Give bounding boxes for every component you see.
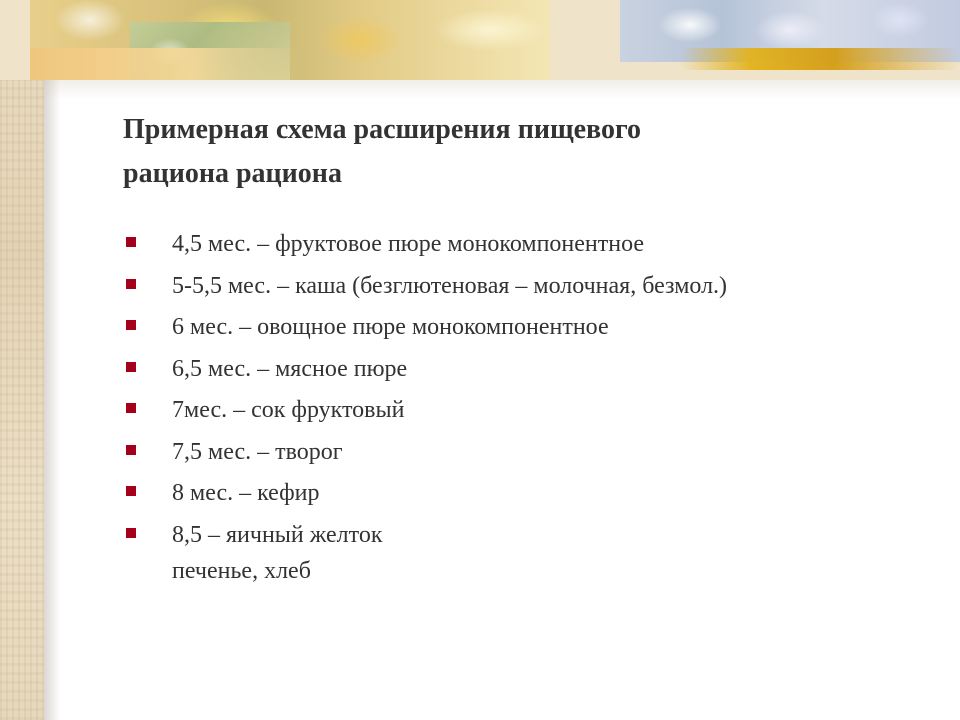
list-item: [123, 390, 943, 432]
strip-shadow: [44, 80, 60, 720]
banner-shadow: [44, 80, 960, 100]
list-item-text: 7,5 мес. – творог: [172, 438, 343, 465]
list-item: [123, 515, 943, 557]
square-bullet-icon: [126, 279, 136, 289]
decorative-banner: [0, 0, 960, 80]
list-item: [123, 349, 943, 391]
slide-title: [123, 108, 903, 196]
list-item-text: 7мес. – сок фруктовый: [172, 397, 405, 423]
list-item: [123, 224, 943, 266]
list-item: [123, 307, 943, 349]
list-continuation: печенье, хлеб: [172, 558, 311, 584]
list-item-text: 8 мес. – кефир: [172, 480, 320, 506]
square-bullet-icon: [126, 237, 136, 247]
list-item: [123, 473, 943, 515]
list-item-text: 6 мес. – овощное пюре монокомпонентное: [172, 314, 609, 340]
list-item: [123, 432, 943, 474]
parchment-strip: [0, 0, 44, 720]
list-item-text: 6,5 мес. – мясное пюре: [172, 355, 408, 382]
square-bullet-icon: [126, 528, 136, 538]
title-line-2: рациона рациона: [123, 158, 342, 189]
list-item-text: 8,5 – яичный желток: [172, 521, 383, 548]
orange-accent: [30, 48, 300, 80]
square-bullet-icon: [126, 320, 136, 330]
schedule-list: [123, 224, 943, 556]
golden-flower-accent: [680, 48, 960, 70]
list-item-text: 4,5 мес. – фруктовое пюре монокомпонентное: [172, 231, 645, 257]
square-bullet-icon: [126, 486, 136, 496]
square-bullet-icon: [126, 445, 136, 455]
title-line-1: Примерная схема расширения пищевого: [123, 114, 641, 145]
list-item-text: 5-5,5 мес. – каша (безглютеновая – молочная, безмол.): [172, 272, 728, 299]
square-bullet-icon: [126, 403, 136, 413]
list-item: [123, 266, 943, 308]
square-bullet-icon: [126, 362, 136, 372]
